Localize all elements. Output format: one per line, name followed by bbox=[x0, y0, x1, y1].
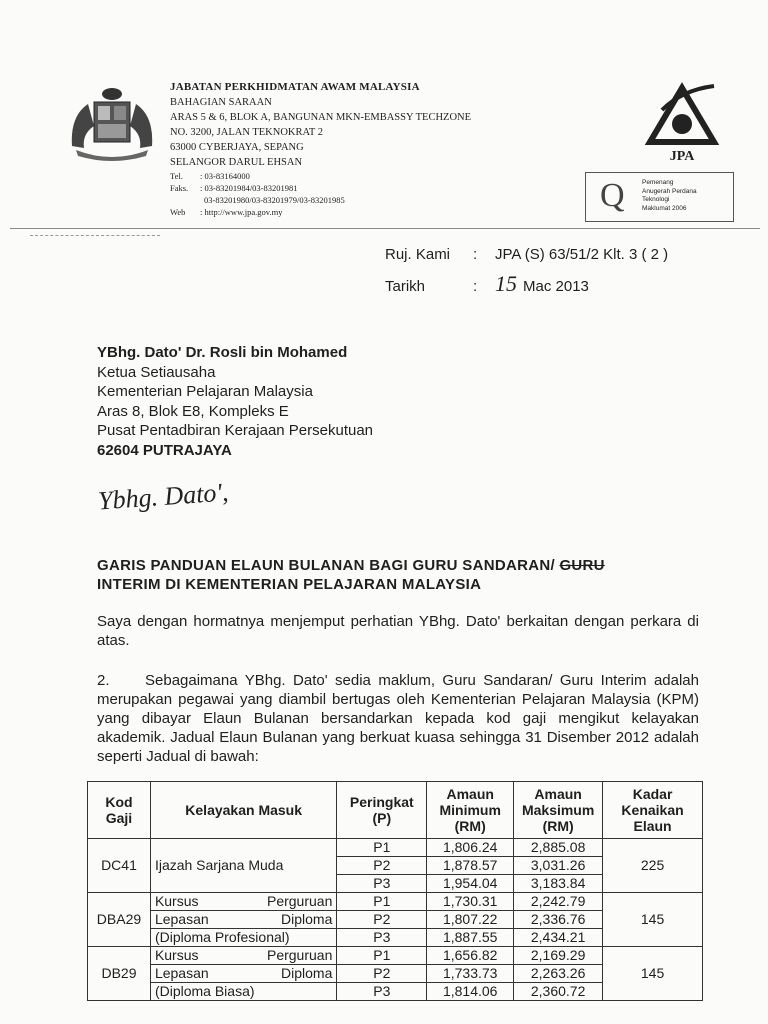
faks-value-2: 03-83201980/03-83201979/03-83201985 bbox=[204, 195, 345, 205]
peringkat-cell: P2 bbox=[337, 911, 427, 929]
recipient-line: Pusat Pentadbiran Kerajaan Persekutuan bbox=[97, 422, 374, 439]
peringkat-cell: P1 bbox=[337, 947, 427, 965]
recipient-name: YBhg. Dato' Dr. Rosli bin Mohamed bbox=[97, 344, 348, 361]
reference-row: Ruj. Kami : JPA (S) 63/51/2 Klt. 3 ( 2 ) bbox=[385, 246, 669, 263]
table-row bbox=[88, 947, 703, 965]
q-logo-icon: Q bbox=[600, 177, 625, 214]
peringkat-cell: P2 bbox=[337, 857, 427, 875]
web-label: Web bbox=[170, 207, 186, 217]
header-peringkat: Peringkat (P) bbox=[337, 782, 427, 839]
peringkat-cell: P3 bbox=[337, 929, 427, 947]
min-cell: 1,878.57 bbox=[427, 857, 514, 875]
ruj-label: Ruj. Kami bbox=[385, 246, 451, 263]
paragraph-number: 2. bbox=[97, 672, 110, 689]
kelayakan-cell: Kursus Perguruan bbox=[150, 893, 336, 911]
header-minimum: Amaun Minimum (RM) bbox=[427, 782, 514, 839]
max-cell: 2,885.08 bbox=[514, 839, 603, 857]
table-row bbox=[88, 839, 703, 857]
recipient-address bbox=[97, 343, 373, 460]
handwritten-salutation: Ybhg. Dato', bbox=[97, 477, 230, 516]
kadar-cell: 225 bbox=[603, 839, 703, 893]
max-cell: 3,183.84 bbox=[514, 875, 603, 893]
min-cell: 1,807.22 bbox=[427, 911, 514, 929]
max-cell: 3,031.26 bbox=[514, 857, 603, 875]
table-header-row bbox=[88, 782, 703, 839]
peringkat-cell: P1 bbox=[337, 839, 427, 857]
address-line: 63000 CYBERJAYA, SEPANG bbox=[170, 142, 304, 153]
award-line: Maklumat 2006 bbox=[642, 204, 687, 212]
award-line: Anugerah Perdana bbox=[642, 187, 697, 195]
address-line: NO. 3200, JALAN TEKNOKRAT 2 bbox=[170, 127, 324, 138]
min-cell: 1,733.73 bbox=[427, 965, 514, 983]
kod-gaji-cell: DB29 bbox=[88, 947, 151, 1001]
max-cell: 2,263.26 bbox=[514, 965, 603, 983]
paragraph-2 bbox=[97, 671, 699, 766]
max-cell: 2,169.29 bbox=[514, 947, 603, 965]
coat-of-arms-logo bbox=[62, 86, 162, 164]
peringkat-cell: P2 bbox=[337, 965, 427, 983]
handwritten-day: 15 bbox=[495, 271, 517, 296]
min-cell: 1,887.55 bbox=[427, 929, 514, 947]
jpa-logo-text: JPA bbox=[669, 149, 695, 164]
header-kod-gaji: Kod Gaji bbox=[88, 782, 151, 839]
tarikh-label: Tarikh bbox=[385, 278, 426, 295]
web-value: : http://www.jpa.gov.my bbox=[200, 207, 283, 217]
kelayakan-cell: (Diploma Biasa) bbox=[150, 983, 336, 1001]
table-row bbox=[88, 893, 703, 911]
peringkat-cell: P3 bbox=[337, 875, 427, 893]
max-cell: 2,434.21 bbox=[514, 929, 603, 947]
header-kadar: Kadar Kenaikan Elaun bbox=[603, 782, 703, 839]
max-cell: 2,242.79 bbox=[514, 893, 603, 911]
subject-heading bbox=[97, 556, 702, 594]
award-text bbox=[642, 179, 730, 213]
address-line: ARAS 5 & 6, BLOK A, BANGUNAN MKN-EMBASSY TECHZONE bbox=[170, 112, 472, 123]
recipient-line: Aras 8, Blok E8, Kompleks E bbox=[97, 402, 289, 420]
award-line: Pemenang bbox=[642, 179, 674, 186]
kelayakan-cell: Lepasan Diploma bbox=[150, 965, 336, 983]
header-kelayakan: Kelayakan Masuk bbox=[150, 782, 336, 839]
kod-gaji-cell: DBA29 bbox=[88, 893, 151, 947]
kelayakan-cell: Ijazah Sarjana Muda bbox=[150, 839, 336, 893]
address-line: SELANGOR DARUL EHSAN bbox=[170, 157, 303, 168]
kadar-cell: 145 bbox=[603, 893, 703, 947]
kelayakan-cell: Kursus Perguruan bbox=[150, 947, 336, 965]
tel-value: : 03-83164000 bbox=[200, 171, 250, 181]
peringkat-cell: P3 bbox=[337, 983, 427, 1001]
tarikh-value: Mac 2013 bbox=[523, 278, 589, 295]
min-cell: 1,730.31 bbox=[427, 893, 514, 911]
subject-struck-word: GURU bbox=[559, 557, 605, 574]
recipient-postcode: 62604 PUTRAJAYA bbox=[97, 441, 232, 459]
allowance-table bbox=[87, 781, 703, 1001]
header-maksimum: Amaun Maksimum (RM) bbox=[514, 782, 603, 839]
paragraph-1: Saya dengan hormatnya menjemput perhatian YBhg. Dato' berkaitan dengan perkara di atas. bbox=[97, 613, 699, 649]
date-row: Tarikh : 15 Mac 2013 bbox=[385, 271, 589, 296]
org-name: JABATAN PERKHIDMATAN AWAM MALAYSIA bbox=[170, 81, 420, 93]
paragraph-2-text: Sebagaimana YBhg. Dato' sedia maklum, Guru Sandaran/ Guru Interim adalah merupakan pegawai yang diambil bertugas oleh Kementerian Pelajaran Malaysia (KPM) yang dibayar Elaun Bulanan bersandarkan kepada kod gaji mengikut kelayakan akademik. Jadual Elaun Bulanan yang berkuat kuasa sehingga 31 Disember 2012 adalah seperti Jadual di bawah: bbox=[97, 672, 699, 765]
faks-label: Faks. bbox=[170, 183, 189, 193]
header-divider-dashed bbox=[30, 235, 160, 236]
ruj-value: JPA (S) 63/51/2 Klt. 3 ( 2 ) bbox=[495, 246, 669, 263]
min-cell: 1,656.82 bbox=[427, 947, 514, 965]
min-cell: 1,806.24 bbox=[427, 839, 514, 857]
kadar-cell: 145 bbox=[603, 947, 703, 1001]
subject-line2: INTERIM DI KEMENTERIAN PELAJARAN MALAYSIA bbox=[97, 576, 482, 593]
max-cell: 2,360.72 bbox=[514, 983, 603, 1001]
tel-label: Tel. bbox=[170, 171, 183, 181]
award-badge bbox=[585, 172, 734, 222]
award-line: Teknologi bbox=[642, 196, 670, 203]
faks-value: : 03-83201984/03-83201981 bbox=[200, 183, 298, 193]
subject-line1: GARIS PANDUAN ELAUN BULANAN BAGI GURU SANDARAN/ bbox=[97, 557, 560, 574]
recipient-line: Ketua Setiausaha bbox=[97, 363, 216, 381]
jpa-logo bbox=[642, 80, 722, 165]
header-divider bbox=[10, 228, 760, 229]
contact-block bbox=[170, 170, 570, 218]
letterhead bbox=[170, 80, 570, 218]
min-cell: 1,814.06 bbox=[427, 983, 514, 1001]
peringkat-cell: P1 bbox=[337, 893, 427, 911]
min-cell: 1,954.04 bbox=[427, 875, 514, 893]
division: BAHAGIAN SARAAN bbox=[170, 97, 272, 108]
kelayakan-cell: Lepasan Diploma bbox=[150, 911, 336, 929]
recipient-line: Kementerian Pelajaran Malaysia bbox=[97, 383, 313, 400]
max-cell: 2,336.76 bbox=[514, 911, 603, 929]
kod-gaji-cell: DC41 bbox=[88, 839, 151, 893]
kelayakan-cell: (Diploma Profesional) bbox=[150, 929, 336, 947]
